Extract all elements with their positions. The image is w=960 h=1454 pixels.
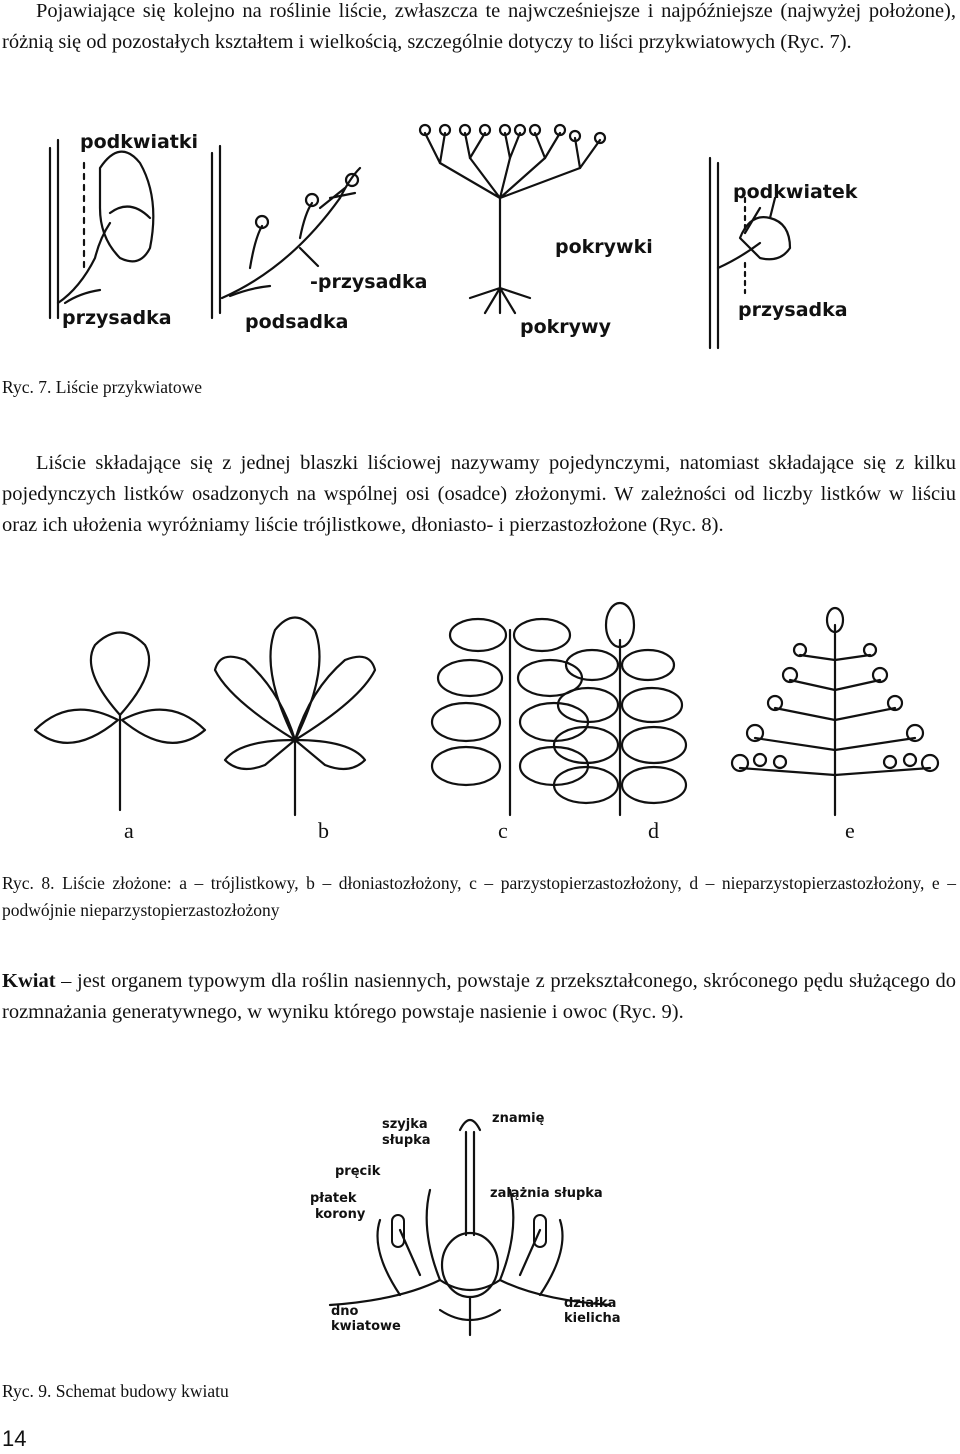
- figure-8-caption: Ryc. 8. Liście złożone: a – trójlistkowy, b – dłoniastozłożony, c – parzystopierzastozłożony, d – nieparzystopierzastozłożony, e – podwójnie nieparzystopierzastozłożony: [2, 873, 956, 920]
- label-pokrywy: pokrywy: [520, 316, 611, 338]
- page-number: 14: [2, 1426, 27, 1451]
- label-szyjka-1: szyjka: [382, 1117, 428, 1132]
- label-podkwiatek: podkwiatek: [733, 181, 858, 203]
- letter-c: c: [498, 818, 508, 843]
- flower-paragraph: Kwiat – jest organem typowym dla roślin nasiennych, powstaje z przekształconego, skróconego pędu służącego do rozmnażania generatywnego, w wyniku którego powstaje nasienie i owoc (Ryc. 9).: [2, 970, 956, 1023]
- label-dzialka-kielicha: działka kielicha: [564, 1296, 621, 1326]
- label-przysadka-1: przysadka: [62, 307, 172, 329]
- intro-paragraph: Pojawiające się kolejno na roślinie liście, zwłaszcza te najwcześniejsze i najpóźniejsze (najwyżej położone), różnią się od pozostałych kształtem i wielkością, szczególnie dotyczy to liści przykwiatowych (Ryc. 7).: [2, 0, 956, 53]
- label-platek-1: płatek: [310, 1191, 357, 1206]
- label-zalaznia: zalążnia słupka: [490, 1186, 603, 1201]
- figure-7-illustration: [0, 118, 960, 363]
- letter-d: d: [648, 818, 659, 843]
- letter-b: b: [318, 818, 329, 843]
- label-dno-kwiatowe: dno kwiatowe: [331, 1304, 401, 1334]
- term-kwiat: Kwiat: [2, 970, 56, 992]
- figure-9-illustration: [0, 1100, 960, 1340]
- label-podsadka: podsadka: [245, 311, 349, 333]
- figure-9-caption: Ryc. 9. Schemat budowy kwiatu: [2, 1381, 229, 1401]
- figure-8-illustration: [0, 600, 960, 820]
- label-pokrywki: pokrywki: [555, 236, 653, 258]
- letter-a: a: [124, 818, 134, 843]
- label-szyjka-2: słupka: [382, 1133, 431, 1148]
- label-precik: pręcik: [335, 1164, 381, 1179]
- label-platek-2: korony: [315, 1207, 366, 1222]
- letter-e: e: [845, 818, 855, 843]
- label-podkwiatki: podkwiatki: [80, 131, 199, 153]
- compound-leaf-paragraph: Liście składające się z jednej blaszki liściowej nazywamy pojedynczymi, natomiast składające się z kilku pojedynczych listków osadzonych na wspólnej osi (osadce) złożonymi. W zależności od liczby listków w liściu oraz ich ułożenia wyróżniamy liście trójlistkowe, dłoniasto- i pierzastozłożone (Ryc. 8).: [2, 452, 956, 536]
- figure-7-caption: Ryc. 7. Liście przykwiatowe: [2, 377, 203, 397]
- label-przysadka-2: -przysadka: [310, 271, 428, 293]
- label-znamie: znamię: [492, 1111, 545, 1126]
- label-przysadka-3: przysadka: [738, 299, 848, 321]
